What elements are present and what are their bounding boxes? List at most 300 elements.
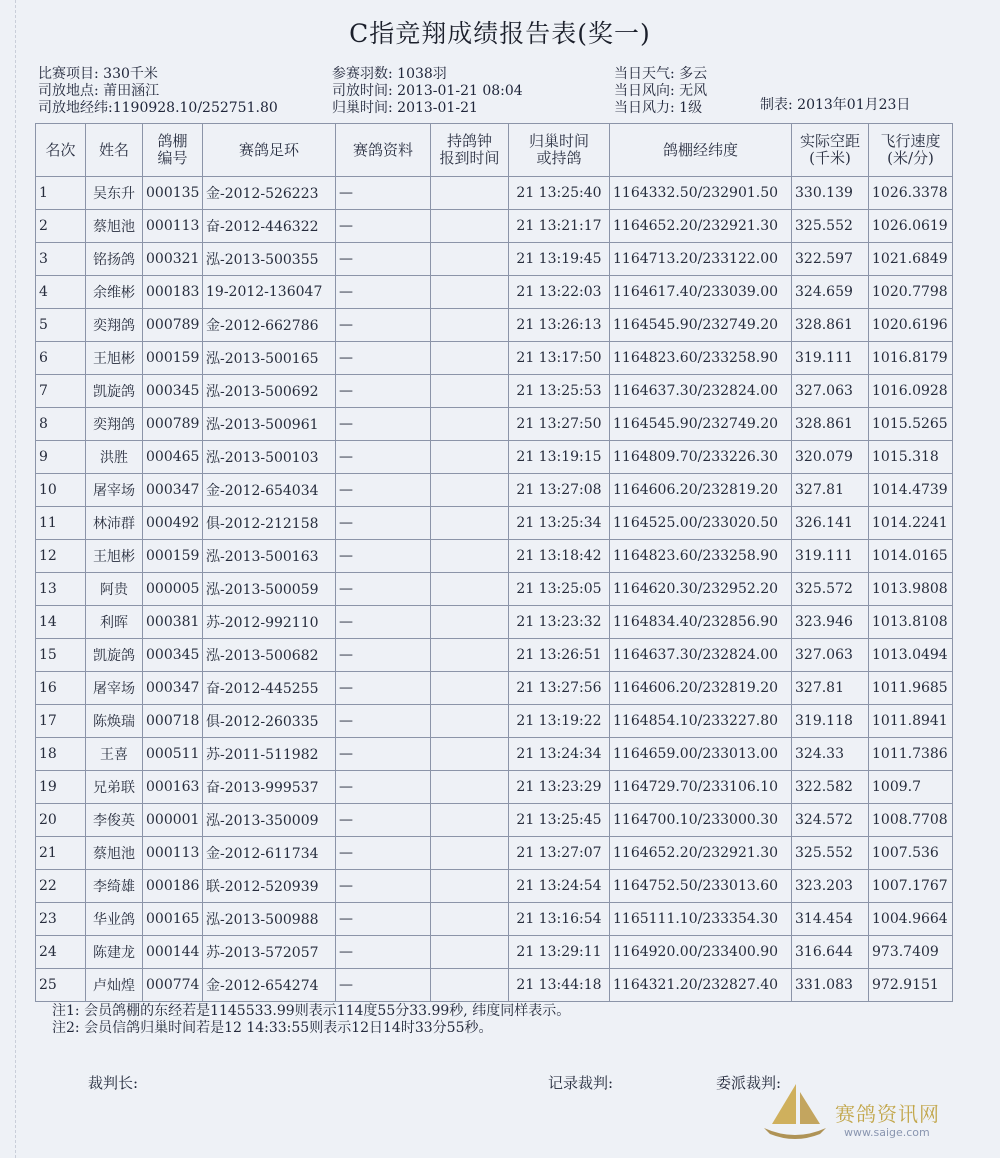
name-cell: 蔡旭池 [86,210,143,243]
arrival-cell: 21 13:27:50 [509,408,610,441]
header-info: 赛鸽资料 [336,124,431,177]
report-cell [431,276,509,309]
recording-judge-label: 记录裁判: [548,1074,614,1092]
info-cell: — [336,375,431,408]
speed-cell: 1004.9664 [869,903,953,936]
header-distance: 实际空距 (千米) [792,124,869,177]
sailboat-icon [760,1080,830,1144]
table-row [36,771,953,804]
arrival-cell: 21 13:25:45 [509,804,610,837]
speed-cell: 1007.1767 [869,870,953,903]
info-cell: — [336,870,431,903]
ring-cell: 金-2012-654034 [203,474,336,507]
name-cell: 铭扬鸽 [86,243,143,276]
loft-cell: 000511 [143,738,203,771]
speed-cell: 1011.7386 [869,738,953,771]
report-cell [431,342,509,375]
coords-cell: 1164752.50/233013.60 [610,870,792,903]
results-body [36,177,953,1002]
coords-cell: 1164637.30/232824.00 [610,375,792,408]
rank-cell: 22 [36,870,86,903]
loft-cell: 000163 [143,771,203,804]
coords-cell: 1165111.10/233354.30 [610,903,792,936]
distance-cell: 316.644 [792,936,869,969]
arrival-cell: 21 13:26:13 [509,309,610,342]
report-cell [431,606,509,639]
rank-cell: 23 [36,903,86,936]
table-row [36,606,953,639]
distance-cell: 331.083 [792,969,869,1002]
info-cell: — [336,441,431,474]
table-row [36,342,953,375]
distance-cell: 323.946 [792,606,869,639]
distance-cell: 325.572 [792,573,869,606]
table-row [36,540,953,573]
name-cell: 吴东升 [86,177,143,210]
return-time: 归巢时间: 2013-01-21 [332,100,478,116]
name-cell: 卢灿煌 [86,969,143,1002]
rank-cell: 8 [36,408,86,441]
table-row [36,441,953,474]
report-cell [431,771,509,804]
table-row [36,936,953,969]
coords-cell: 1164854.10/233227.80 [610,705,792,738]
arrival-cell: 21 13:26:51 [509,639,610,672]
table-row [36,210,953,243]
loft-cell: 000345 [143,639,203,672]
report-cell [431,705,509,738]
ring-cell: 奋-2013-999537 [203,771,336,804]
speed-cell: 1011.9685 [869,672,953,705]
ring-cell: 金-2012-662786 [203,309,336,342]
name-cell: 利晖 [86,606,143,639]
info-cell: — [336,837,431,870]
report-cell [431,573,509,606]
note-2: 注2: 会员信鸽归巢时间若是12 14:33:55则表示12日14时33分55秒。 [52,1020,493,1036]
rank-cell: 18 [36,738,86,771]
speed-cell: 1020.6196 [869,309,953,342]
coords-cell: 1164920.00/233400.90 [610,936,792,969]
table-row [36,243,953,276]
ring-cell: 苏-2013-572057 [203,936,336,969]
info-cell: — [336,507,431,540]
ring-cell: 金-2012-654274 [203,969,336,1002]
race-info-col1 [38,66,278,117]
distance-cell: 324.659 [792,276,869,309]
coords-cell: 1164652.20/232921.30 [610,837,792,870]
loft-cell: 000135 [143,177,203,210]
coords-cell: 1164729.70/233106.10 [610,771,792,804]
page-title: C指竞翔成绩报告表(奖一) [349,19,651,48]
arrival-cell: 21 13:19:45 [509,243,610,276]
report-cell [431,903,509,936]
table-row [36,903,953,936]
speed-cell: 1026.0619 [869,210,953,243]
report-cell [431,738,509,771]
rank-cell: 2 [36,210,86,243]
info-cell: — [336,210,431,243]
made-date: 制表: 2013年01月23日 [760,97,911,113]
header-coords: 鸽棚经纬度 [610,124,792,177]
info-cell: — [336,771,431,804]
note-1: 注1: 会员鸽棚的东经若是1145533.99则表示114度55分33.99秒, 纬度同样表示。 [52,1003,571,1019]
arrival-cell: 21 13:22:03 [509,276,610,309]
ring-cell: 泓-2013-500682 [203,639,336,672]
distance-cell: 322.597 [792,243,869,276]
name-cell: 屠宰场 [86,474,143,507]
report-cell [431,936,509,969]
watermark-logo [760,1080,960,1146]
arrival-cell: 21 13:27:08 [509,474,610,507]
rank-cell: 14 [36,606,86,639]
arrival-cell: 21 13:25:34 [509,507,610,540]
coords-cell: 1164823.60/233258.90 [610,342,792,375]
distance-cell: 327.81 [792,474,869,507]
ring-cell: 泓-2013-500103 [203,441,336,474]
name-cell: 兄弟联 [86,771,143,804]
loft-cell: 000347 [143,474,203,507]
name-cell: 奕翔鸽 [86,309,143,342]
header-speed: 飞行速度 (米/分) [869,124,953,177]
arrival-cell: 21 13:19:15 [509,441,610,474]
header-loft: 鸽棚 编号 [143,124,203,177]
table-row [36,969,953,1002]
ring-cell: 泓-2013-500059 [203,573,336,606]
rank-cell: 21 [36,837,86,870]
ring-cell: 泓-2013-500988 [203,903,336,936]
name-cell: 王喜 [86,738,143,771]
ring-cell: 泓-2013-500961 [203,408,336,441]
arrival-cell: 21 13:19:22 [509,705,610,738]
notes [52,1003,570,1037]
arrival-cell: 21 13:23:29 [509,771,610,804]
arrival-cell: 21 13:17:50 [509,342,610,375]
race-info-col3 [614,66,707,117]
name-cell: 阿贵 [86,573,143,606]
wind-force: 当日风力: 1级 [614,100,703,116]
arrival-cell: 21 13:18:42 [509,540,610,573]
speed-cell: 1021.6849 [869,243,953,276]
release-time: 司放时间: 2013-01-21 08:04 [332,83,523,99]
distance-cell: 327.063 [792,639,869,672]
name-cell: 蔡旭池 [86,837,143,870]
table-header-row [36,124,953,177]
distance-cell: 324.572 [792,804,869,837]
info-cell: — [336,672,431,705]
rank-cell: 7 [36,375,86,408]
info-cell: — [336,342,431,375]
name-cell: 林沛群 [86,507,143,540]
header-rank: 名次 [36,124,86,177]
coords-cell: 1164713.20/233122.00 [610,243,792,276]
speed-cell: 1020.7798 [869,276,953,309]
table-row [36,408,953,441]
race-item: 比赛项目: 330千米 [38,66,158,82]
ring-cell: 奋-2012-446322 [203,210,336,243]
scan-margin [1,0,16,1158]
arrival-cell: 21 13:44:18 [509,969,610,1002]
speed-cell: 1014.4739 [869,474,953,507]
ring-cell: 金-2012-526223 [203,177,336,210]
table-row [36,738,953,771]
name-cell: 陈建龙 [86,936,143,969]
weather: 当日天气: 多云 [614,66,708,82]
info-cell: — [336,738,431,771]
coords-cell: 1164834.40/232856.90 [610,606,792,639]
coords-cell: 1164659.00/233013.00 [610,738,792,771]
coords-cell: 1164332.50/232901.50 [610,177,792,210]
name-cell: 洪胜 [86,441,143,474]
distance-cell: 319.111 [792,342,869,375]
name-cell: 凯旋鸽 [86,639,143,672]
loft-cell: 000183 [143,276,203,309]
header-report: 持鸽钟 报到时间 [431,124,509,177]
speed-cell: 1016.8179 [869,342,953,375]
name-cell: 王旭彬 [86,540,143,573]
arrival-cell: 21 13:24:54 [509,870,610,903]
coords-cell: 1164545.90/232749.20 [610,309,792,342]
distance-cell: 319.111 [792,540,869,573]
table-row [36,672,953,705]
speed-cell: 1007.536 [869,837,953,870]
speed-cell: 1008.7708 [869,804,953,837]
table-row [36,375,953,408]
arrival-cell: 21 13:27:56 [509,672,610,705]
report-cell [431,309,509,342]
info-cell: — [336,903,431,936]
info-cell: — [336,540,431,573]
info-cell: — [336,936,431,969]
ring-cell: 联-2012-520939 [203,870,336,903]
coords-cell: 1164652.20/232921.30 [610,210,792,243]
table-row [36,177,953,210]
coords-cell: 1164617.40/233039.00 [610,276,792,309]
loft-cell: 000001 [143,804,203,837]
loft-cell: 000345 [143,375,203,408]
rank-cell: 6 [36,342,86,375]
report-cell [431,243,509,276]
loft-cell: 000159 [143,540,203,573]
loft-cell: 000789 [143,309,203,342]
coords-cell: 1164700.10/233000.30 [610,804,792,837]
distance-cell: 325.552 [792,837,869,870]
report-cell [431,639,509,672]
ring-cell: 泓-2013-350009 [203,804,336,837]
loft-cell: 000381 [143,606,203,639]
loft-cell: 000465 [143,441,203,474]
distance-cell: 328.861 [792,408,869,441]
ring-cell: 俱-2012-212158 [203,507,336,540]
table-row [36,276,953,309]
ring-cell: 泓-2013-500355 [203,243,336,276]
speed-cell: 1014.2241 [869,507,953,540]
distance-cell: 319.118 [792,705,869,738]
coords-cell: 1164545.90/232749.20 [610,408,792,441]
rank-cell: 17 [36,705,86,738]
speed-cell: 1015.318 [869,441,953,474]
report-cell [431,408,509,441]
name-cell: 陈焕瑞 [86,705,143,738]
rank-cell: 4 [36,276,86,309]
report-cell [431,441,509,474]
info-cell: — [336,606,431,639]
coords-cell: 1164606.20/232819.20 [610,474,792,507]
distance-cell: 323.203 [792,870,869,903]
speed-cell: 1026.3378 [869,177,953,210]
name-cell: 奕翔鸽 [86,408,143,441]
report-cell [431,837,509,870]
coords-cell: 1164525.00/233020.50 [610,507,792,540]
rank-cell: 13 [36,573,86,606]
loft-cell: 000789 [143,408,203,441]
info-cell: — [336,243,431,276]
speed-cell: 1009.7 [869,771,953,804]
report-cell [431,177,509,210]
report-cell [431,804,509,837]
rank-cell: 15 [36,639,86,672]
loft-cell: 000144 [143,936,203,969]
loft-cell: 000165 [143,903,203,936]
report-cell [431,375,509,408]
watermark-url: www.saige.com [844,1126,930,1139]
loft-cell: 000492 [143,507,203,540]
report-cell [431,540,509,573]
distance-cell: 327.063 [792,375,869,408]
speed-cell: 973.7409 [869,936,953,969]
rank-cell: 16 [36,672,86,705]
header-arrival: 归巢时间 或持鸽 [509,124,610,177]
table-row [36,639,953,672]
rank-cell: 9 [36,441,86,474]
arrival-cell: 21 13:27:07 [509,837,610,870]
loft-cell: 000113 [143,210,203,243]
report-cell [431,672,509,705]
name-cell: 王旭彬 [86,342,143,375]
name-cell: 华业鸽 [86,903,143,936]
name-cell: 李绮雄 [86,870,143,903]
header-ring: 赛鸽足环 [203,124,336,177]
distance-cell: 326.141 [792,507,869,540]
ring-cell: 俱-2012-260335 [203,705,336,738]
info-cell: — [336,804,431,837]
rank-cell: 3 [36,243,86,276]
loft-cell: 000774 [143,969,203,1002]
release-coords: 司放地经纬:1190928.10/252751.80 [38,100,278,116]
arrival-cell: 21 13:25:53 [509,375,610,408]
rank-cell: 24 [36,936,86,969]
info-cell: — [336,408,431,441]
info-cell: — [336,969,431,1002]
watermark-text: 赛鸽资讯网 [835,1102,940,1126]
results-table [35,123,953,1002]
rank-cell: 10 [36,474,86,507]
info-cell: — [336,639,431,672]
loft-cell: 000159 [143,342,203,375]
distance-cell: 322.582 [792,771,869,804]
ring-cell: 苏-2012-992110 [203,606,336,639]
arrival-cell: 21 13:24:34 [509,738,610,771]
distance-cell: 325.552 [792,210,869,243]
arrival-cell: 21 13:25:40 [509,177,610,210]
info-cell: — [336,276,431,309]
report-cell [431,210,509,243]
distance-cell: 314.454 [792,903,869,936]
table-row [36,507,953,540]
release-place: 司放地点: 莆田涵江 [38,83,160,99]
arrival-cell: 21 13:29:11 [509,936,610,969]
report-cell [431,507,509,540]
report-cell [431,969,509,1002]
speed-cell: 1013.0494 [869,639,953,672]
speed-cell: 1015.5265 [869,408,953,441]
coords-cell: 1164321.20/232827.40 [610,969,792,1002]
distance-cell: 320.079 [792,441,869,474]
speed-cell: 1016.0928 [869,375,953,408]
name-cell: 凯旋鸽 [86,375,143,408]
loft-cell: 000005 [143,573,203,606]
table-row [36,573,953,606]
info-cell: — [336,309,431,342]
coords-cell: 1164606.20/232819.20 [610,672,792,705]
arrival-cell: 21 13:23:32 [509,606,610,639]
ring-cell: 金-2012-611734 [203,837,336,870]
wind-direction: 当日风向: 无风 [614,83,708,99]
distance-cell: 328.861 [792,309,869,342]
info-cell: — [336,474,431,507]
loft-cell: 000113 [143,837,203,870]
coords-cell: 1164637.30/232824.00 [610,639,792,672]
report-cell [431,474,509,507]
info-cell: — [336,177,431,210]
ring-cell: 泓-2013-500163 [203,540,336,573]
loft-cell: 000718 [143,705,203,738]
ring-cell: 泓-2013-500165 [203,342,336,375]
speed-cell: 1011.8941 [869,705,953,738]
rank-cell: 19 [36,771,86,804]
loft-cell: 000186 [143,870,203,903]
table-row [36,705,953,738]
table-row [36,837,953,870]
distance-cell: 327.81 [792,672,869,705]
ring-cell: 19-2012-136047 [203,276,336,309]
race-info-col2 [332,66,523,117]
loft-cell: 000347 [143,672,203,705]
table-row [36,804,953,837]
ring-cell: 苏-2011-511982 [203,738,336,771]
name-cell: 李俊英 [86,804,143,837]
header-name: 姓名 [86,124,143,177]
entry-count: 参赛羽数: 1038羽 [332,66,447,82]
table-row [36,870,953,903]
coords-cell: 1164809.70/233226.30 [610,441,792,474]
speed-cell: 1014.0165 [869,540,953,573]
name-cell: 屠宰场 [86,672,143,705]
speed-cell: 1013.8108 [869,606,953,639]
distance-cell: 330.139 [792,177,869,210]
coords-cell: 1164823.60/233258.90 [610,540,792,573]
rank-cell: 11 [36,507,86,540]
table-row [36,309,953,342]
delegate-judge-label: 委派裁判: [716,1074,782,1092]
rank-cell: 25 [36,969,86,1002]
arrival-cell: 21 13:21:17 [509,210,610,243]
speed-cell: 1013.9808 [869,573,953,606]
info-cell: — [336,573,431,606]
arrival-cell: 21 13:25:05 [509,573,610,606]
table-row [36,474,953,507]
loft-cell: 000321 [143,243,203,276]
speed-cell: 972.9151 [869,969,953,1002]
